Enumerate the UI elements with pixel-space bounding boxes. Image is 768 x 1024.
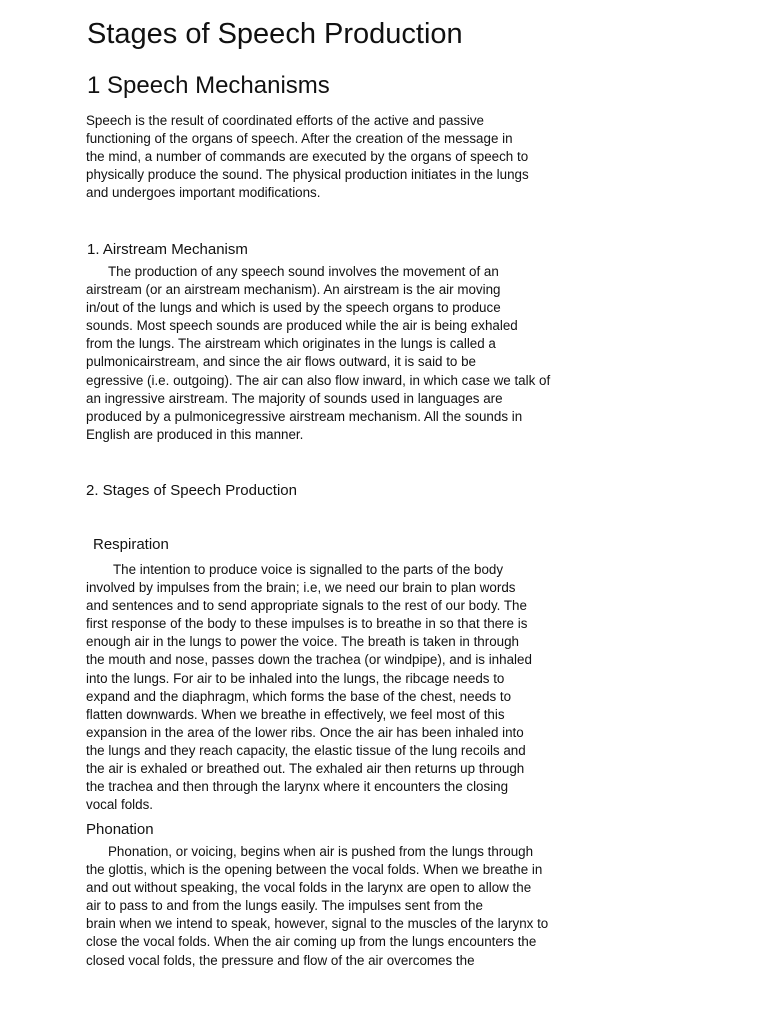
respiration-line: involved by impulses from the brain; i.e, we need our brain to plan words: [86, 580, 516, 596]
respiration-line: and sentences and to send appropriate signals to the rest of our body. The: [86, 598, 527, 614]
respiration-line: enough air in the lungs to power the voice. The breath is taken in through: [86, 634, 519, 650]
airstream-line: an ingressive airstream. The majority of sounds used in languages are: [86, 390, 503, 406]
airstream-line: pulmonicairstream, and since the air flows outward, it is said to be: [86, 354, 476, 370]
phonation-line: Phonation, or voicing, begins when air is pushed from the lungs through: [108, 844, 534, 859]
respiration-line: The intention to produce voice is signalled to the parts of the body: [113, 562, 504, 577]
phonation-paragraph: [86, 843, 616, 970]
phonation-heading: Phonation: [86, 821, 154, 838]
airstream-line: produced by a pulmonicegressive airstream mechanism. All the sounds in: [86, 408, 523, 424]
respiration-paragraph: [86, 561, 616, 814]
intro-line: the mind, a number of commands are executed by the organs of speech to: [86, 149, 529, 165]
respiration-line: the lungs and they reach capacity, the elastic tissue of the lung recoils and: [86, 742, 526, 758]
airstream-heading: 1. Airstream Mechanism: [87, 241, 248, 258]
airstream-line: The production of any speech sound involves the movement of an: [108, 264, 499, 279]
respiration-line: vocal folds.: [86, 797, 153, 813]
phonation-line: brain when we intend to speak, however, signal to the muscles of the larynx to: [86, 916, 549, 932]
intro-line: physically produce the sound. The physical production initiates in the lungs: [86, 167, 529, 183]
respiration-line: expansion in the area of the lower ribs. Once the air has been inhaled into: [86, 724, 524, 740]
respiration-line: flatten downwards. When we breathe in effectively, we feel most of this: [86, 706, 505, 722]
stages-heading: 2. Stages of Speech Production: [86, 482, 297, 499]
section-heading-speech-mechanisms: 1 Speech Mechanisms: [87, 72, 330, 99]
airstream-line: sounds. Most speech sounds are produced while the air is being exhaled: [86, 318, 518, 334]
respiration-line: into the lungs. For air to be inhaled into the lungs, the ribcage needs to: [86, 670, 505, 686]
intro-line: and undergoes important modifications.: [86, 185, 321, 201]
phonation-line: closed vocal folds, the pressure and flow of the air overcomes the: [86, 952, 475, 968]
airstream-line: from the lungs. The airstream which originates in the lungs is called a: [86, 336, 496, 352]
respiration-heading: Respiration: [93, 536, 169, 553]
intro-line: Speech is the result of coordinated efforts of the active and passive: [86, 113, 484, 128]
airstream-line: egressive (i.e. outgoing). The air can also flow inward, in which case we talk of: [86, 372, 551, 388]
respiration-line: the air is exhaled or breathed out. The exhaled air then returns up through: [86, 761, 525, 777]
phonation-line: the glottis, which is the opening between the vocal folds. When we breathe in: [86, 862, 543, 878]
respiration-line: the mouth and nose, passes down the trachea (or windpipe), and is inhaled: [86, 652, 532, 668]
page-title: Stages of Speech Production: [87, 18, 463, 50]
respiration-line: first response of the body to these impulses is to breathe in so that there is: [86, 616, 528, 632]
airstream-paragraph: [86, 263, 616, 444]
airstream-line: English are produced in this manner.: [86, 426, 304, 442]
phonation-line: close the vocal folds. When the air coming up from the lungs encounters the: [86, 934, 537, 950]
respiration-line: the trachea and then through the larynx where it encounters the closing: [86, 779, 509, 795]
respiration-line: expand and the diaphragm, which forms the base of the chest, needs to: [86, 688, 512, 704]
intro-paragraph: [86, 112, 616, 202]
airstream-line: in/out of the lungs and which is used by the speech organs to produce: [86, 300, 501, 316]
intro-line: functioning of the organs of speech. After the creation of the message in: [86, 131, 513, 147]
phonation-line: air to pass to and from the lungs easily. The impulses sent from the: [86, 898, 483, 914]
phonation-line: and out without speaking, the vocal folds in the larynx are open to allow the: [86, 880, 532, 896]
airstream-line: airstream (or an airstream mechanism). An airstream is the air moving: [86, 282, 501, 298]
